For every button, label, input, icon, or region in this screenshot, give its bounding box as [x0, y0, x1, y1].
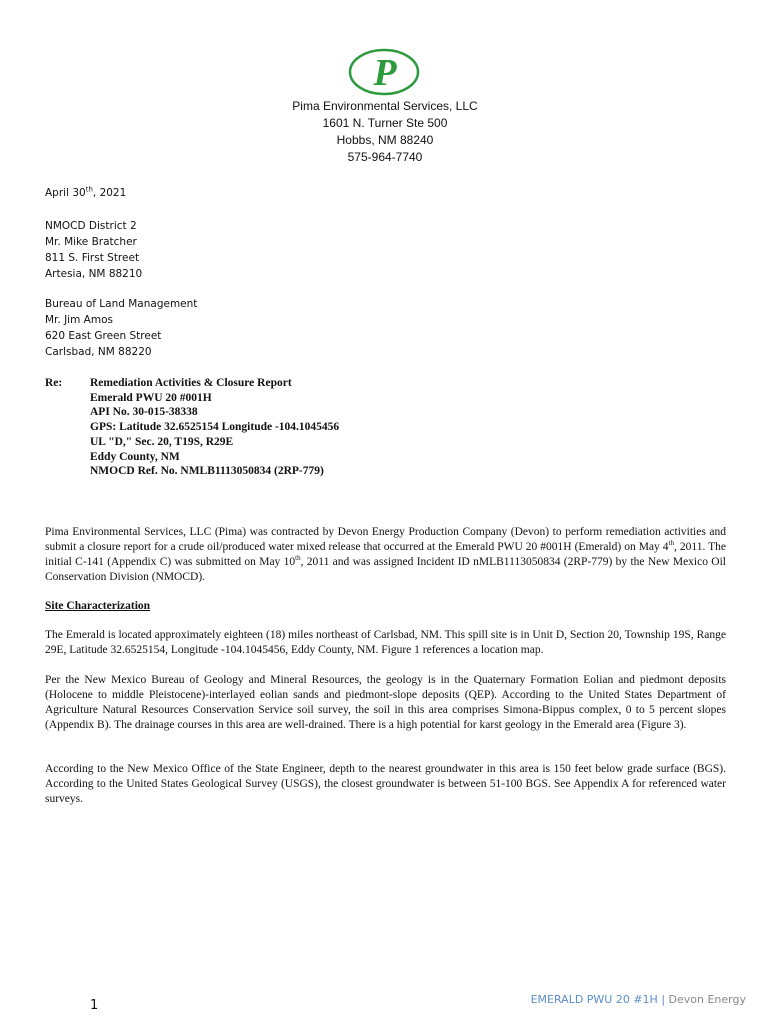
footer-company: Devon Energy	[668, 993, 746, 1006]
subject-line: Emerald PWU 20 #001H	[90, 391, 212, 404]
footer-doc-title: EMERALD PWU 20 #1H	[530, 993, 658, 1006]
company-name: Pima Environmental Services, LLC	[292, 99, 478, 113]
logo-letter: P	[373, 52, 397, 94]
address-line: 620 East Green Street	[45, 330, 162, 342]
intro-paragraph: Pima Environmental Services, LLC (Pima) was contracted by Devon Energy Production Company (Devon) to perform remediation activities and submit a closure report for a crude oil/produced water mixed release that occurred at the Emerald PWU 20 #001H (Emerald) on May 4th, 2011. The initial C-141 (Appendix C) was submitted on May 10th, 2011 and was assigned Incident ID nMLB1113050834 (2RP-779) by the New Mexico Oil Conservation Division (NMOCD).	[45, 526, 726, 583]
page-number: 1	[90, 998, 99, 1013]
location-paragraph: The Emerald is located approximately eighteen (18) miles northeast of Carlsbad, NM. This spill site is in Unit D, Section 20, Township 19S, Range 29E, Latitude 32.6525154, Longitude -104.1045456, Eddy County, NM. Figure 1 references a location map.	[45, 629, 726, 656]
address-line: 811 S. First Street	[45, 252, 140, 264]
subject-line: Eddy County, NM	[90, 450, 180, 463]
address-line: Mr. Jim Amos	[45, 314, 113, 326]
subject-line: NMOCD Ref. No. NMLB1113050834 (2RP-779)	[90, 465, 324, 478]
recipient-blm	[45, 296, 197, 360]
section-heading: Site Characterization	[45, 600, 151, 612]
company-city: Hobbs, NM 88240	[336, 133, 434, 147]
company-street: 1601 N. Turner Ste 500	[322, 116, 448, 130]
address-line: NMOCD District 2	[45, 220, 137, 232]
re-label: Re:	[45, 377, 63, 389]
address-line: Artesia, NM 88210	[45, 268, 143, 280]
groundwater-paragraph: According to the New Mexico Office of the State Engineer, depth to the nearest groundwater in this area is 150 feet below grade surface (BGS). According to the United States Geological Survey (USGS), the closest groundwater is between 51-100 BGS. See Appendix A for referenced water surveys.	[45, 763, 726, 805]
letter-date: April 30th, 2021	[45, 185, 127, 199]
address-line: Mr. Mike Bratcher	[45, 236, 137, 248]
geology-paragraph: Per the New Mexico Bureau of Geology and Mineral Resources, the geology is in the Quaternary Formation Eolian and piedmont deposits (Holocene to middle Pleistocene)-interlayed eolian sands and piedmont-slope deposits (QEP). According to the United States Department of Agriculture Natural Resources Conservation Service soil survey, the soil in this area comprises Simona-Bippus complex, 0 to 5 percent slopes (Appendix B). The drainage courses in this area are well-drained. There is a high potential for karst geology in the Emerald area (Figure 3).	[45, 674, 726, 731]
letterhead	[0, 98, 770, 166]
address-line: Bureau of Land Management	[45, 298, 198, 310]
subject-line: Remediation Activities & Closure Report	[90, 377, 292, 389]
page-footer	[531, 993, 746, 1006]
footer-separator: |	[657, 993, 669, 1006]
recipient-nmocd	[45, 218, 142, 282]
company-phone: 575-964-7740	[347, 150, 423, 164]
subject-line: GPS: Latitude 32.6525154 Longitude -104.1045456	[90, 421, 340, 434]
subject-line: API No. 30-015-38338	[90, 406, 198, 419]
subject-line: UL "D," Sec. 20, T19S, R29E	[90, 435, 234, 448]
pima-logo	[348, 48, 420, 96]
address-line: Carlsbad, NM 88220	[45, 346, 152, 358]
